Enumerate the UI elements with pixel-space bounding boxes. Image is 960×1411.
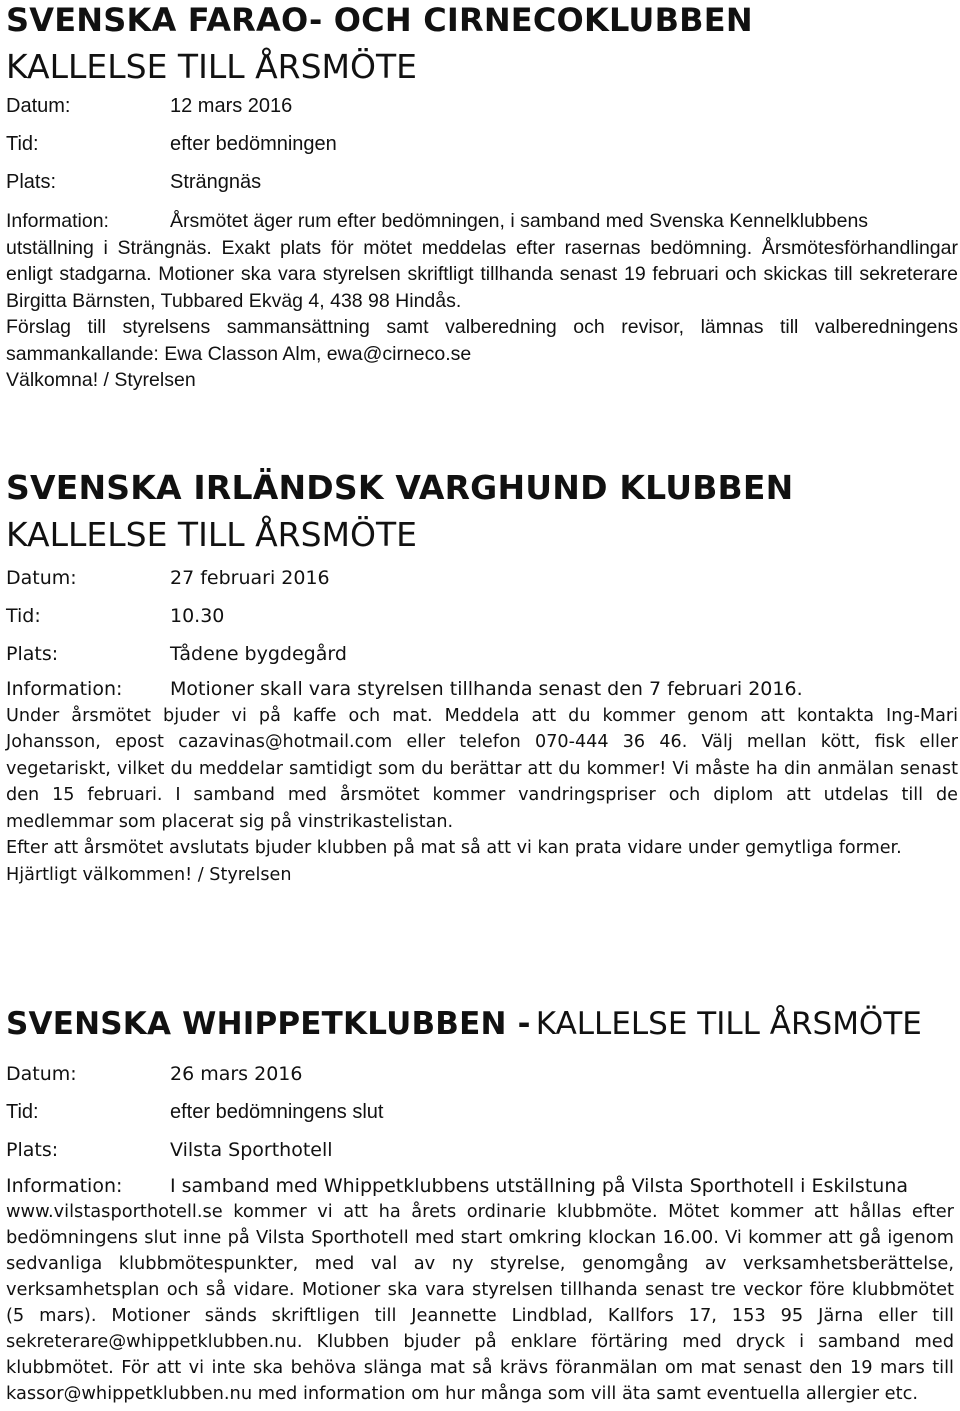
- datum-value: 12 mars 2016: [170, 95, 293, 117]
- subtitle: KALLELSE TILL ÅRSMÖTE: [535, 1006, 922, 1042]
- info-label: Information:: [6, 1175, 123, 1197]
- plats-value: Tådene bygdegård: [170, 643, 347, 665]
- plats-row: [6, 1138, 960, 1162]
- club-title: SVENSKA WHIPPETKLUBBEN -: [6, 1006, 531, 1042]
- info-paragraph-3: Hjärtligt välkommen! / Styrelsen: [6, 864, 292, 885]
- plats-value: Vilsta Sporthotell: [170, 1139, 333, 1161]
- info-paragraph-1: www.vilstasporthotell.se kommer vi att ha årets ordinarie klubbmöte. Mötet kommer att hållas efter bedömningens slut inne på Vilsta Sporthotell med start omkring klockan 16.00. Vi kommer att gå igenom sedvanliga klubbmötespunkter, med val av ny styrelse, genomgång av verksamhetsberättelse, verksamhetsplan och så vidare. Motioner ska vara styrelsen tillhanda senast tre veckor före klubbmötet (5 mars). Motioner sänds skriftligen till Jeannette Lindblad, Kallfors 17, 153 95 Järna eller till sekreterare@whippetklubben.nu. Klubben bjuder på enklare förtäring med dryck i samband med klubbmötet. För att vi inte ska behöva slänga mat så krävs föranmälan om mat senast den 19 mars till kassor@whippetklubben.nu med information om hur många som vill äta samt eventuella allergier etc.: [6, 1201, 954, 1404]
- datum-row: [6, 94, 960, 118]
- plats-row: [6, 170, 960, 194]
- tid-value: efter bedömningens slut: [170, 1101, 384, 1123]
- plats-label: Plats:: [6, 171, 57, 193]
- plats-row: [6, 642, 960, 666]
- datum-value: 27 februari 2016: [170, 567, 330, 589]
- info-paragraph-1: Under årsmötet bjuder vi på kaffe och mat. Meddela att du kommer genom att kontakta Ing-Mari Johansson, epost cazavinas@hotmail.com eller telefon 070-444 36 46. Välj mellan kött, fisk eller vegetariskt, vilket du meddelar samtidigt som du berättar att du kommer! Vi måste ha din anmälan senast den 15 februari. I samband med årsmötet kommer vandringspriser och diplom att utdelas till de medlemmar som placerat sig på vinstrikastelistan.: [6, 705, 958, 832]
- info-paragraph-2: Efter att årsmötet avslutats bjuder klubben på mat så att vi kan prata vidare under gemytliga former.: [6, 838, 902, 858]
- tid-row: [6, 132, 960, 156]
- datum-value: 26 mars 2016: [170, 1063, 303, 1085]
- datum-label: Datum:: [6, 567, 77, 589]
- tid-value: 10.30: [170, 605, 225, 627]
- datum-label: Datum:: [6, 95, 71, 117]
- plats-label: Plats:: [6, 1139, 59, 1161]
- subtitle: KALLELSE TILL ÅRSMÖTE: [6, 515, 417, 554]
- plats-label: Plats:: [6, 643, 59, 665]
- info-paragraph-2: Förslag till styrelsens sammansättning samt valberedning och revisor, lämnas till valberedningens sammankallande: Ewa Classon Alm, ewa@cirneco.se: [6, 316, 958, 365]
- tid-label: Tid:: [6, 1101, 39, 1123]
- section-irish-wolfhound: [6, 468, 960, 885]
- datum-row: [6, 1062, 960, 1086]
- info-label: Information:: [6, 210, 109, 232]
- plats-value: Strängnäs: [170, 171, 262, 193]
- info-paragraph-1: utställning i Strängnäs. Exakt plats för mötet meddelas efter rasernas bedömning. Årsmötesförhandlingar enligt stadgarna. Motioner ska vara styrelsen skriftligt tillhanda senast 19 februari och skickas till sekreterare Birgitta Bärnsten, Tubbared Ekväg 4, 438 98 Hindås.: [6, 236, 958, 312]
- information-block: [6, 1173, 954, 1407]
- info-first-line: I samband med Whippetklubbens utställning på Vilsta Sporthotell i Eskilstuna: [170, 1175, 909, 1197]
- club-title: SVENSKA IRLÄNDSK VARGHUND KLUBBEN: [6, 468, 794, 507]
- club-title: SVENSKA FARAO- OCH CIRNECOKLUBBEN: [6, 1, 753, 39]
- info-paragraph-3: Välkomna! / Styrelsen: [6, 369, 196, 391]
- tid-row: [6, 604, 960, 628]
- tid-label: Tid:: [6, 605, 41, 627]
- info-label: Information:: [6, 678, 123, 700]
- section-whippet: [6, 1004, 960, 1404]
- info-first-line: Årsmötet äger rum efter bedömningen, i samband med Svenska Kennelklubbens: [170, 210, 869, 232]
- datum-label: Datum:: [6, 1063, 77, 1085]
- information-block: [6, 208, 958, 394]
- subtitle: KALLELSE TILL ÅRSMÖTE: [6, 47, 417, 86]
- tid-label: Tid:: [6, 133, 39, 155]
- tid-value: efter bedömningen: [170, 133, 337, 155]
- datum-row: [6, 566, 960, 590]
- tid-row: [6, 1100, 960, 1124]
- information-block: [6, 676, 958, 888]
- section-farao-cirneco: [6, 0, 960, 391]
- info-first-line: Motioner skall vara styrelsen tillhanda senast den 7 februari 2016.: [170, 678, 803, 700]
